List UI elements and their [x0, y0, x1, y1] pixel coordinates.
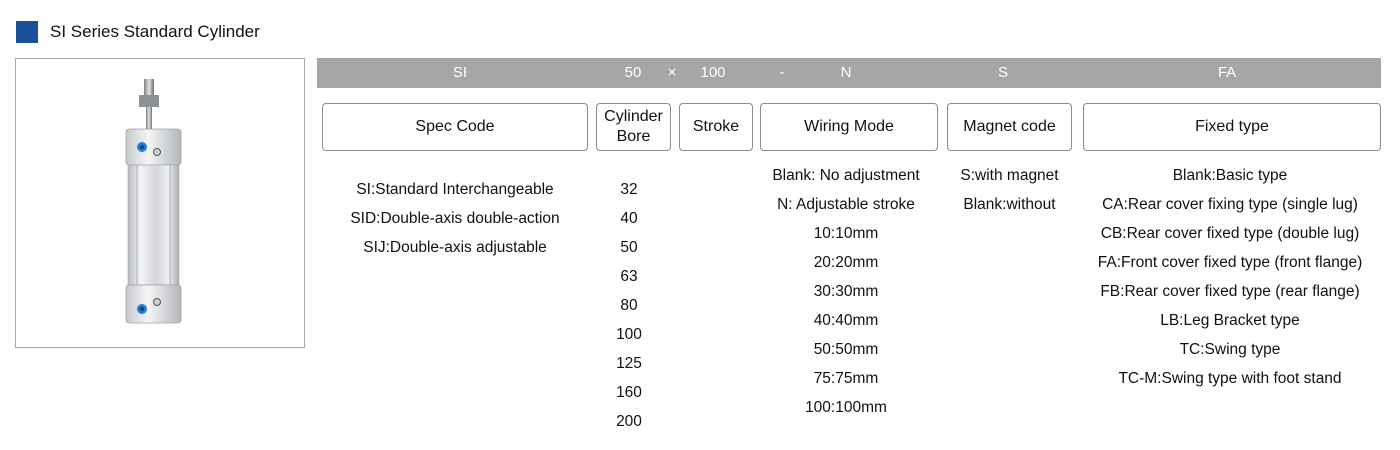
title-square-icon — [16, 21, 38, 43]
list-item: 100:100mm — [805, 399, 887, 416]
list-item: 40 — [620, 210, 638, 227]
spec-code-list — [322, 175, 588, 262]
list-item: SI:Standard Interchangeable — [356, 181, 554, 198]
fixed-type-list — [1080, 161, 1380, 393]
code-dash: - — [779, 64, 785, 81]
list-item: CA:Rear cover fixing type (single lug) — [1102, 196, 1358, 213]
list-item: N: Adjustable stroke — [777, 196, 915, 213]
list-item: S:with magnet — [960, 167, 1059, 184]
code-stroke: 100 — [700, 64, 726, 81]
header-magnet-code — [947, 103, 1072, 151]
list-item: 50:50mm — [813, 341, 879, 358]
header-stroke-label: Stroke — [692, 118, 740, 135]
list-item: 30:30mm — [813, 283, 879, 300]
list-item: 100 — [616, 326, 642, 343]
list-item: 200 — [616, 413, 642, 430]
list-item: Blank:Basic type — [1172, 167, 1288, 184]
list-item: TC:Swing type — [1179, 341, 1281, 358]
header-wiring-mode-label: Wiring Mode — [804, 118, 894, 135]
list-item: Blank:without — [963, 196, 1056, 213]
list-item: SID:Double-axis double-action — [350, 210, 560, 227]
list-item: TC-M:Swing type with foot stand — [1118, 370, 1342, 387]
model-code-bar — [317, 58, 1381, 88]
header-spec-code — [322, 103, 588, 151]
header-cylinder-bore-line1: Cylinder — [604, 108, 663, 125]
list-item: 160 — [616, 384, 642, 401]
code-wiring: N — [840, 64, 852, 81]
header-cylinder-bore-line2: Bore — [616, 128, 651, 145]
header-wiring-mode — [760, 103, 938, 151]
page-title: SI Series Standard Cylinder — [50, 22, 260, 41]
list-item: LB:Leg Bracket type — [1160, 312, 1300, 329]
list-item: FA:Front cover fixed type (front flange) — [1097, 254, 1363, 271]
header-stroke — [679, 103, 753, 151]
code-fixed: FA — [1217, 64, 1237, 81]
code-series: SI — [452, 64, 468, 81]
list-item: 40:40mm — [813, 312, 879, 329]
wiring-mode-list — [756, 161, 936, 422]
page-title-bar — [16, 21, 260, 43]
magnet-code-list — [947, 161, 1072, 219]
header-magnet-code-label: Magnet code — [963, 118, 1056, 135]
code-bore: 50 — [624, 64, 642, 81]
cylinder-image — [16, 59, 304, 347]
list-item: 20:20mm — [813, 254, 879, 271]
header-fixed-type — [1083, 103, 1381, 151]
product-image-frame — [15, 58, 305, 348]
list-item: 50 — [620, 239, 638, 256]
header-fixed-type-label: Fixed type — [1195, 118, 1269, 135]
list-item: 80 — [620, 297, 638, 314]
list-item: 75:75mm — [813, 370, 879, 387]
list-item: Blank: No adjustment — [772, 167, 920, 184]
list-item: 125 — [616, 355, 642, 372]
header-spec-code-label: Spec Code — [415, 118, 495, 135]
list-item: FB:Rear cover fixed type (rear flange) — [1100, 283, 1360, 300]
list-item: 63 — [620, 268, 638, 285]
header-cylinder-bore — [596, 103, 671, 151]
bore-list — [596, 175, 662, 436]
list-item: 32 — [620, 181, 638, 198]
list-item: SIJ:Double-axis adjustable — [363, 239, 547, 256]
code-times-sign: × — [667, 64, 677, 81]
list-item: 10:10mm — [813, 225, 879, 242]
code-magnet: S — [997, 64, 1009, 81]
list-item: CB:Rear cover fixed type (double lug) — [1100, 225, 1360, 242]
